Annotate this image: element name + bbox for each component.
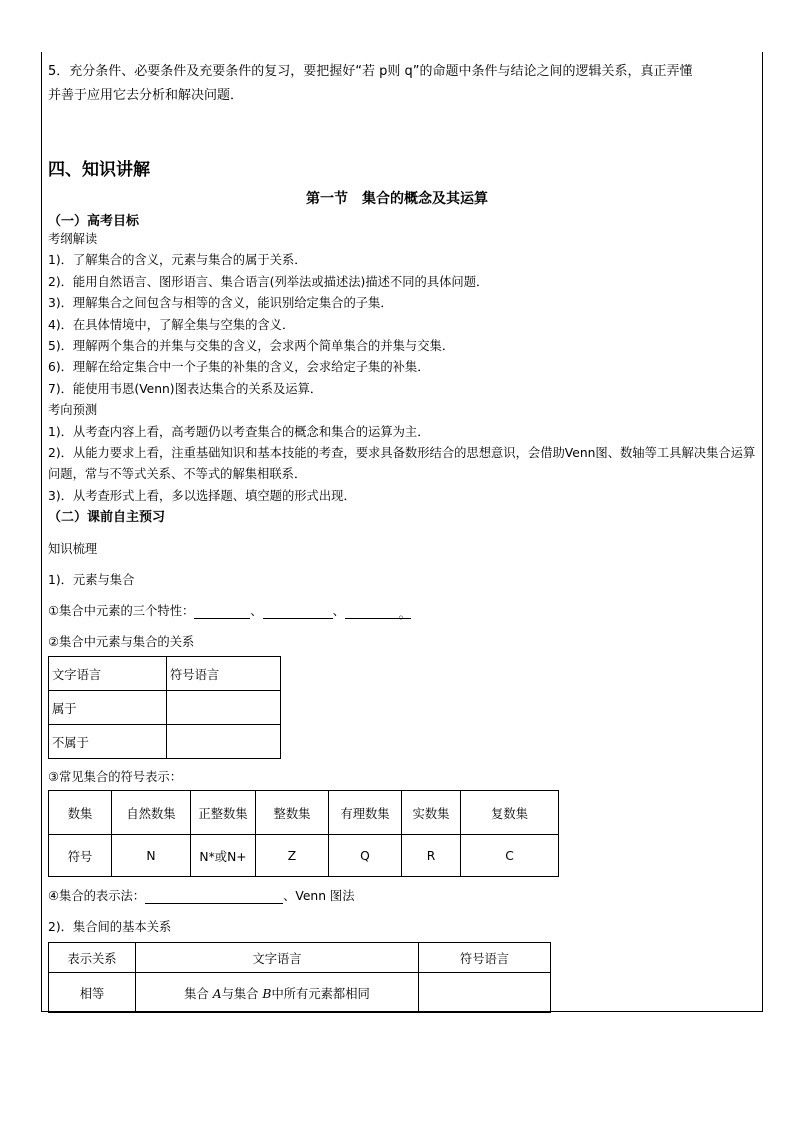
outline-item: 1)．了解集合的含义，元素与集合的属于关系． xyxy=(48,253,307,268)
table-cell: 整数集 xyxy=(256,791,329,835)
outline-item: 3)．理解集合之间包含与相等的含义，能识别给定集合的子集． xyxy=(48,296,393,311)
outline-item: 5)．理解两个集合的并集与交集的含义，会求两个简单集合的并集与交集． xyxy=(48,338,455,353)
knowledge-label: 知识梳理 xyxy=(48,542,98,556)
table-cell: N*或N+ xyxy=(191,835,256,877)
intro-line: 并善于应用它去分析和解决问题． xyxy=(48,88,244,103)
q2-label: ②集合中元素与集合的关系 xyxy=(48,635,195,649)
table-header: 符号语言 xyxy=(419,943,551,973)
chapter-title xyxy=(0,188,794,208)
table-cell: 有理数集 xyxy=(329,791,402,835)
table-cell: 复数集 xyxy=(461,791,559,835)
table-cell: Q xyxy=(329,835,402,877)
goals-content xyxy=(48,229,760,507)
fill-blank[interactable] xyxy=(145,889,283,904)
section-title: 四、知识讲解 xyxy=(48,160,150,180)
table-cell: 数集 xyxy=(49,791,112,835)
end-mark: 。 xyxy=(398,607,411,621)
item2-label: 2)．集合间的基本关系 xyxy=(48,920,172,934)
q1-label: ①集合中元素的三个特性： xyxy=(48,604,195,618)
q3-label: ③常见集合的符号表示： xyxy=(48,770,182,784)
set-relations-table xyxy=(48,942,551,1013)
set-symbols-table xyxy=(48,790,559,877)
goals-heading: （一）高考目标 xyxy=(48,214,140,229)
outline-title: 考纲解读 xyxy=(48,232,98,246)
table-cell: 自然数集 xyxy=(112,791,191,835)
fill-blank[interactable] xyxy=(263,604,333,619)
table-header: 符号语言 xyxy=(167,657,281,691)
table-cell: 相等 xyxy=(49,973,136,1013)
q4-line xyxy=(48,886,355,904)
table-cell: Z xyxy=(256,835,329,877)
forecast-item: 3)．从考查形式上看，多以选择题、填空题的形式出现． xyxy=(48,488,356,503)
q4-label: ④集合的表示法： xyxy=(48,889,146,903)
fill-blank[interactable] xyxy=(345,604,411,619)
table-header: 文字语言 xyxy=(136,943,419,973)
text-fragment: 中所有元素都相同 xyxy=(271,986,370,1001)
table-cell xyxy=(136,973,419,1013)
text-fragment: 与集合 xyxy=(221,986,263,1001)
set-a-symbol: A xyxy=(212,986,222,1001)
chapter-number: 第一节 xyxy=(306,191,348,207)
table-cell: R xyxy=(402,835,461,877)
outline-item: 6)．理解在给定集合中一个子集的补集的含义，会求给定子集的补集． xyxy=(48,360,430,375)
table-header: 文字语言 xyxy=(49,657,167,691)
table-cell: 实数集 xyxy=(402,791,461,835)
table-cell: 正整数集 xyxy=(191,791,256,835)
table-cell: 不属于 xyxy=(49,725,167,759)
forecast-item: 2)．从能力要求上看，注重基础知识和基本技能的考查，要求具备数形结合的思想意识，会借助Venn图、数轴等工具解决集合运算问题，常与不等式关系、不等式的解集相联系． xyxy=(48,445,756,482)
table-cell: N xyxy=(112,835,191,877)
fill-blank[interactable] xyxy=(194,604,250,619)
table-header: 表示关系 xyxy=(49,943,136,973)
answer-cell[interactable] xyxy=(419,973,551,1013)
answer-cell[interactable] xyxy=(167,725,281,759)
outline-item: 2)．能用自然语言、图形语言、集合语言(列举法或描述法)描述不同的具体问题． xyxy=(48,274,489,289)
chapter-name: 集合的概念及其运算 xyxy=(362,191,488,207)
q4-suffix: 、Venn 图法 xyxy=(283,889,355,903)
separator: 、 xyxy=(250,604,263,618)
intro-paragraph xyxy=(48,60,760,108)
intro-line: 5．充分条件、必要条件及充要条件的复习，要把握好“若 p则 q”的命题中条件与结论之间的逻辑关系，真正弄懂 xyxy=(48,64,693,79)
table-cell: 符号 xyxy=(49,835,112,877)
outline-item: 7)．能使用韦恩(Venn)图表达集合的关系及运算． xyxy=(48,381,323,396)
q1-line xyxy=(48,601,411,619)
forecast-item: 1)．从考查内容上看，高考题仍以考查集合的概念和集合的运算为主． xyxy=(48,424,430,439)
item1-label: 1)．元素与集合 xyxy=(48,573,135,587)
preview-heading: （二）课前自主预习 xyxy=(48,510,166,525)
element-relation-table xyxy=(48,656,281,759)
separator: 、 xyxy=(332,604,345,618)
text-fragment: 集合 xyxy=(184,986,213,1001)
table-cell: C xyxy=(461,835,559,877)
set-b-symbol: B xyxy=(262,986,272,1001)
table-cell: 属于 xyxy=(49,691,167,725)
forecast-title: 考向预测 xyxy=(48,403,98,418)
outline-item: 4)．在具体情境中，了解全集与空集的含义． xyxy=(48,317,295,332)
answer-cell[interactable] xyxy=(167,691,281,725)
